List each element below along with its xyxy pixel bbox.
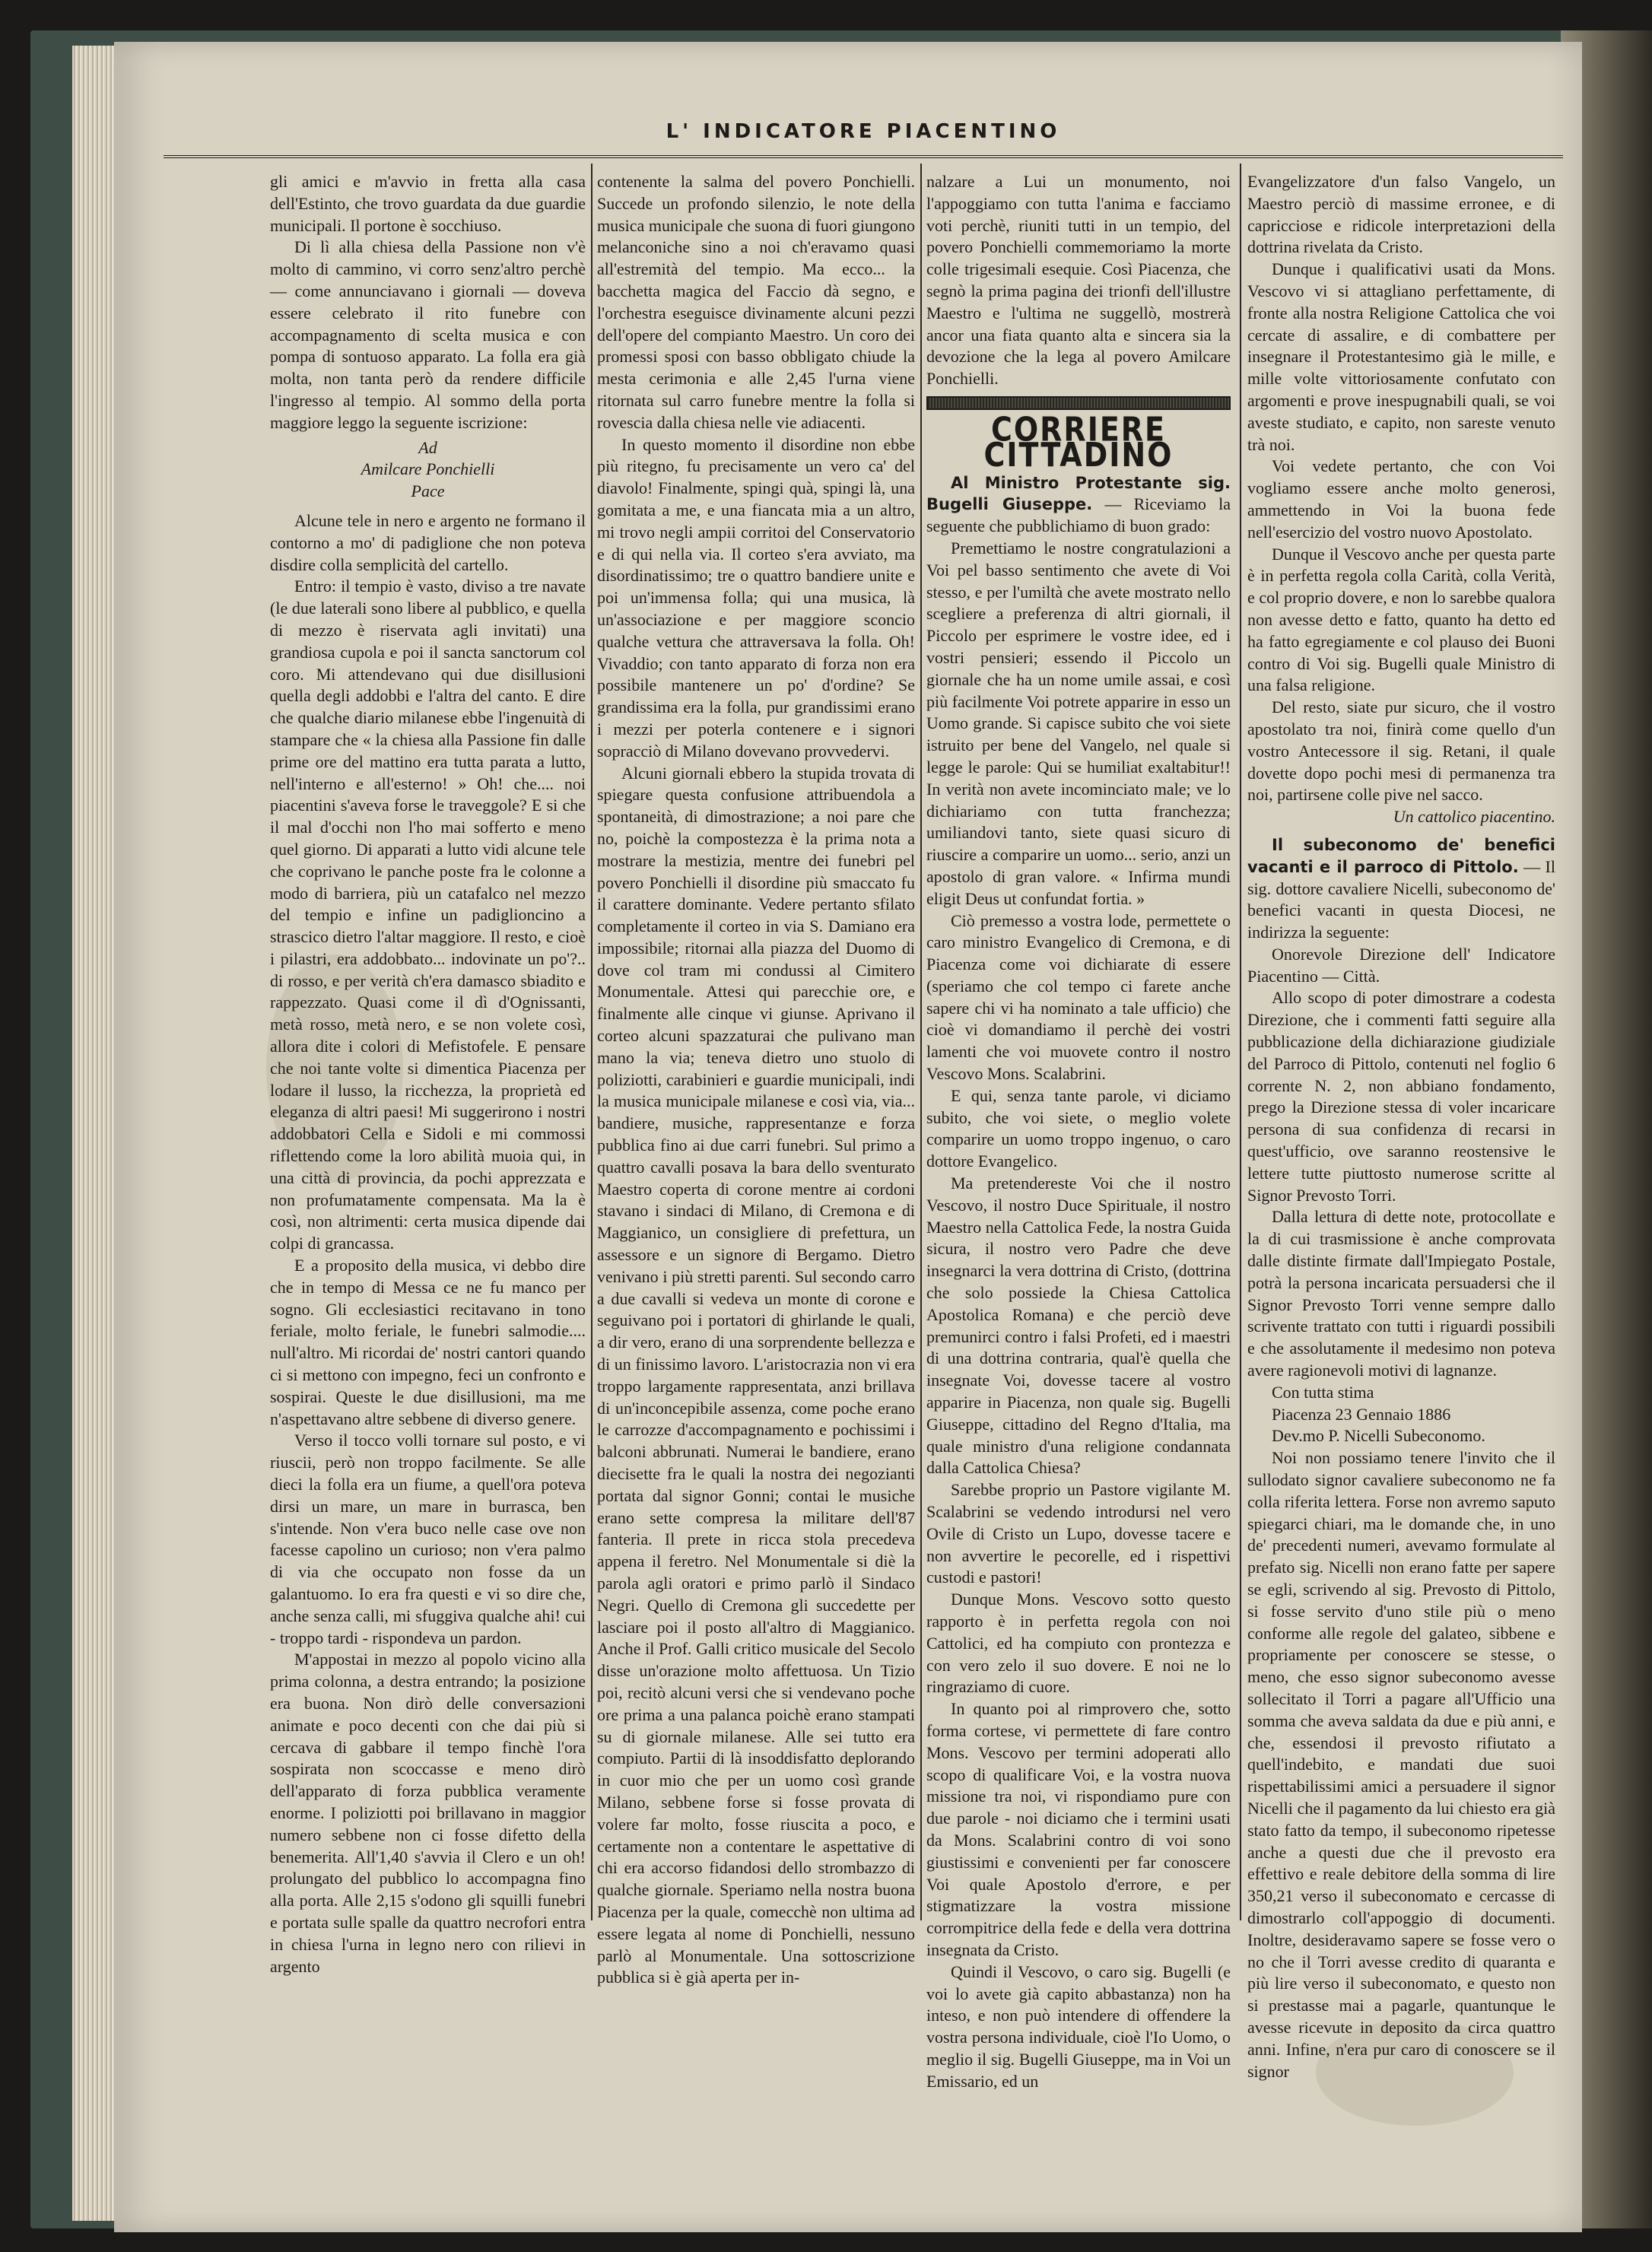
dateline: Piacenza 23 Gennaio 1886 bbox=[1272, 1404, 1451, 1424]
page-header bbox=[164, 90, 1563, 160]
paragraph: Di lì alla chiesa della Passione non v'è molto di cammino, vi corro senz'altro perchè — come annunciavano i giornali — doveva essere celebrato il rito funebre con accompagnamento di scelta musica e con pompa di sontuoso apparato. La folla era già molta, non tanta però da rendere difficile l'ingresso al tempio. Al sommo della porta maggiore leggo la seguente iscrizione: bbox=[270, 237, 586, 432]
paragraph: Dunque il Vescovo anche per questa parte è in perfetta regola colla Carità, colla Verità, e col proprio dovere, e non lo sarebbe qualora non avesse detto e fatto, quanto ha detto ed ha fatto egregiamente e col plauso dei Buoni contro di Voi sig. Bugelli quale Ministro di una falsa religione. bbox=[1247, 544, 1555, 695]
paragraph: Ciò premesso a vostra lode, permettete o caro ministro Evangelico di Cremona, e di Piacenza come voi dichiarate di essere (speriamo che col tempo ci farete anche sapere chi vi ha nominato a tale ufficio) che cioè vi domandiamo il perchè dei vostri lamenti che voi muovete contro il nostro Vescovo Mons. Scalabrini. bbox=[926, 910, 1231, 1084]
paragraph: Verso il tocco volli tornare sul posto, e vi riuscii, però non troppo facilmente. Se alle dieci la folla era un fiume, a quell'ora poteva dirsi un mare, un mare in burrasca, ben s'intende. Non v'era buco nelle case ove non facesse capolino un curioso; non v'era palmo di via che occupato non fosse da un galantuomo. Io era fra questi e vi so dire che, anche senza calli, mi sfuggiva qualche ahi! cui - troppo tardi - rispondeva un pardon. bbox=[270, 1431, 586, 1647]
header-rule bbox=[164, 155, 1563, 158]
paragraph: Ma pretendereste Voi che il nostro Vescovo, il nostro Duce Spirituale, il nostro Maestro nella Cattolica Fede, la nostra Guida sicura, il nostro vero Padre che deve insegnarci la vera dottrina di Cristo, (dottrina che solo possiede la Chiesa Cattolica Apostolica Romana) e che perciò deve premunirci contro i falsi Profeti, ed i maestri di una dottrina contraria, qual'è quella che insegnate Voi, dovesse tacere al vostro apparire in Piacenza, non quale sig. Bugelli Giuseppe, cittadino del Regno d'Italia, ma quale ministro d'una religione condannata dalla Cattolica Chiesa? bbox=[926, 1174, 1231, 1478]
paragraph: Entro: il tempio è vasto, diviso a tre navate (le due laterali sono libere al pubblico, e quella di mezzo è riservata agli invitati) una grandiosa cupola e poi il sancta sanctorum col coro. Mi attendevano qui due disillusioni quella degli addobbi e l'altra del canto. E dire che qualche diario milanese ebbe l'ingenuità di stampare che « la chiesa alla Passione fin dalle prime ore del mattino era tutta parata a lutto, nell'interno e all'esterno! » Oh! che.... noi piacentini s'aveva forse le traveggole? E si che il mal d'occhi non l'ho mai sofferto e meno quel giorno. Di apparati a lutto vidi alcune tele che coprivano le panche poste fra le colonne a modo di barriera, più un catafalco nel mezzo del tempio e infine un padiglioncino a strascico dietro l'altar maggiore. Il resto, e cioè i pilastri, era addobbato... indovinate un po'?.. di rosso, e per verità ch'era damasco sbiadito e rappezzato. Quasi come il dì d'Ognissanti, metà rosso, metà nero, e se non volete così, allora dite i colori di Mefistofele. E pensare che noi tante volte si dimentica Piacenza per lodare il lusso, la ricchezza, la proprietà ed eleganza di altri paesi! Mi suggerirono i nostri addobbatori Cella e Sidoli e mi commossi riflettendo come la loro abilità muoia qui, in una città di provincia, da pochi apprezzata e non profumatamente compensata. Ma la è così, non altrimenti: certa musica dipende dai colpi di grancassa. bbox=[270, 576, 586, 1253]
paragraph: In quanto poi al rimprovero che, sotto forma cortese, vi permettete di fare contro Mons. Vescovo per termini adoperati allo scopo di qualificare Voi, e la vostra nuova missione tra noi, vi rispondiamo pure con due parole - noi diciamo che i termini usati da Mons. Scalabrini contro di voi sono giustissimi e convenienti per far conoscere Voi quale Apostolo d'errore, e per stigmatizzare la vostra missione corrompitrice della fede e della vera dottrina insegnata da Cristo. bbox=[926, 1699, 1231, 1959]
paragraph: Premettiamo le nostre congratulazioni a Voi pel basso sentimento che avete di Voi stesso, e per l'umiltà che avete mostrato nello scegliere a preferenza di altri giornali, il Piccolo per esprimere le vostre idee, ed i vostri pensieri; essendo il Piccolo un giornale che ha un nome umile assai, e così più facilmente Voi potrete apparire in esso un Uomo grande. Si capisce subito che voi siete istruito per bene del Vangelo, nel quale si legge le parole: Qui se humiliat exaltabitur!! In verità non avete incominciato male; ve lo dichiariamo con tutta franchezza; umiliandovi tanto, siete quasi sicuro di riuscire a comparire un uomo... serio, anzi un apostolo di gran valore. « Infirma mundi eligit Deus ut confundat fortia. » bbox=[926, 538, 1231, 908]
paragraph: Sarebbe proprio un Pastore vigilante M. Scalabrini se vedendo introdursi nel vero Ovile di Cristo un Lupo, dovesse tacere e non avvertire le pecorelle, ed i rispettivi custodi e pastori! bbox=[926, 1480, 1231, 1587]
section-divider bbox=[926, 396, 1231, 410]
closing: Con tutta stima bbox=[1272, 1382, 1374, 1402]
paragraph: In questo momento il disordine non ebbe più ritegno, fu precisamente un vero ca' del diavolo! Finalmente, spingi quà, spingi là, una gomitata a me, e una fiancata mia a un altro, mi trovo negli ampii corritoi del Conservatorio e di qui nella via. Il corteo s'era avviato, ma disordinatissimo; tre o quattro bandiere unite e poi un'immensa folla; qui una musica, là un'associazione e per maggiore sconcio qualche vettura che attraversava la folla. Oh! Vivaddio; con tanto apparato di forza non era possibile mantenere un po' d'ordine? Se grandissima era la folla, pur grandissimi erano i mezzi per poterla contenere e i signori sopracciò di Milano dovevano provvedervi. bbox=[597, 434, 915, 761]
paragraph: Dunque Mons. Vescovo sotto questo rapporto è in perfetta regola con noi Cattolici, ed ha compiuto con prontezza e con vero zelo il suo dovere. E noi ne lo ringraziamo di cuore. bbox=[926, 1590, 1231, 1697]
paragraph: E qui, senza tante parole, vi diciamo subito, che voi siete, o meglio volete comparire un uomo troppo ingenuo, o caro dottore Evangelico. bbox=[926, 1085, 1231, 1171]
section-title: CORRIERE CITTADINO bbox=[983, 410, 1174, 475]
paragraph: Quindi il Vescovo, o caro sig. Bugelli (e voi lo avete già capito abbastanza) non ha inteso, e non può intendere di offendere la vostra persona individuale, cioè l'Io Uomo, o meglio il sig. Bugelli Giuseppe, ma in Voi un Emissario, ed un bbox=[926, 1961, 1231, 2091]
paragraph: nalzare a Lui un monumento, noi l'appoggiamo con tutta l'anima e facciamo voti perchè, riuniti tutti in un tempio, del povero Ponchielli commemoriamo la morte colle trigesimali esequie. Così Piacenza, che segnò la prima pagina dei trionfi dell'illustre Maestro e l'ultima ne suggellò, mostrerà ancor una fiata quanto alta e sincera sia la devozione che la lega al povero Amilcare Ponchielli. bbox=[926, 172, 1231, 389]
paragraph: Allo scopo di poter dimostrare a codesta Direzione, che i commenti fatti seguire alla pubblicazione della dichiarazione giudiziale del Parroco di Pittolo, contenuti nel foglio 6 corrente N. 2, non abbiano fondamento, prego la Direzione stessa di voler incaricare persona di sua confidenza di recarsi in quest'ufficio, ove saranno reostensive le lettere tutte piuttosto numerose scritte al Signor Prevosto Torri. bbox=[1247, 988, 1555, 1205]
paragraph: Alcuni giornali ebbero la stupida trovata di spiegare questa confusione attribuendola a spontaneità, di dimostrazione; a noi pare che no, poichè la compostezza è la prima nota a mostrare la mestizia, mentre dei funebri pel povero Ponchielli il disordine più smaccato fu il carattere dominante. Vedere pertanto sfilato completamente il corteo in via S. Damiano era impossibile; ritornai alla piazza del Duomo di dove col tram mi condussi al Cimitero Monumentale. Attesi qui parecchie ore, e finalmente alle cinque vi giunse. Aprivano il corteo alcuni spazzaturai che pulivano man mano la via; teneva dietro uno stuolo di poliziotti, carabinieri e guardie municipali, indi la musica municipale milanese e così via, via... bandiere, musiche, rappresentanze e forza pubblica fino ai due carri funebri. Sul primo a quattro cavalli posava la bara dello sventurato Maestro coperta di corone mentre ai cordoni stavano i sindaci di Milano, di Cremona e di Maggianico, un consigliere di prefettura, un assessore e un signore di Bergamo. Dietro venivano i più stretti parenti. Sul secondo carro a due cavalli si vedeva un monte di corone e seguivano poi i portatori di ghirlande le quali, a dir vero, erano di una sorprendente bellezza e di un finissimo lavoro. L'aristocrazia non vi era troppo largamente rappresentata, anzi brillava di un'inconcepibile assenza, come poche erano le carrozze d'accompagnamento e pochissimi i balconi abbrunati. Numerai le bandiere, erano diecisette fra le quali la nostra dei negozianti portata dal signor Gonni; contai le musiche erano sette compresa la militare dell'87 fanteria. Il prete in ricca stola precedeva appena il feretro. Nel Monumentale si diè la parola agli oratori e primo parlò il Sindaco Negri. Quello di Cremona gli succedette per lasciare poi il posto all'altro di Maggianico. Anche il Prof. Galli critico musicale del Secolo disse un'orazione molto affettuosa. Un Tizio poi, recitò alcuni versi che si vendevano poche ore prima a una palanca poichè erano stampati su di giornale milanese. Alle sei tutto era compiuto. Partii di là insoddisfatto deplorando in cuor mio che per un uomo così grande Milano, sebbene forse si fosse provata di volere far molto, fosse riuscita a poco, e certamente non a contentare le aspettative di chi era accorso fidandosi dello strombazzo di qualche giornale. Speriamo nella nostra buona Piacenza per la quale, comecchè non ultima ad essere legata al nome di Ponchielli, nessuno parlò al Monumentale. Una sottoscrizione pubblica si è già aperta per in- bbox=[597, 763, 915, 1987]
column-rule bbox=[591, 164, 592, 1920]
paragraph: contenente la salma del povero Ponchielli. Succede un profondo silenzio, le note della musica municipale che suona di fuori giungono melanconiche sino a noi ch'eravamo quasi all'estremità del tempio. Ma ecco... la bacchetta magica del Faccio dà segno, e l'orchestra eseguisce divinamente alcuni pezzi dell'opere del compianto Maestro. Un coro dei promessi sposi con basso obbligato chiude la mesta cerimonia e alle 2,45 l'urna viene ritornata sul carro funebre mentre la folla si rovescia dalla chiesa nelle vie adiacenti. bbox=[597, 172, 915, 432]
inscription-line: Ad bbox=[418, 437, 437, 457]
paragraph: Alcune tele in nero e argento ne formano il contorno a mo' di padiglione che non poteva disdire colla semplicità del cartello. bbox=[270, 510, 586, 574]
paragraph: Voi vedete pertanto, che con Voi vogliamo essere anche molto generosi, ammettendo in Voi la buona fede nell'esercizio del vostro nuovo Apostolato. bbox=[1247, 456, 1555, 542]
article-headline: Al Ministro Protestante sig. Bugelli Giuseppe. bbox=[926, 473, 1231, 514]
paragraph: Dunque i qualificativi usati da Mons. Vescovo vi si attagliano perfettamente, di fronte alla nostra Religione Cattolica che voi cercate di assalire, e di combattere per insegnare il Protestantesimo già le mille, e mille volte vittoriosamente confutato con argomenti e prove inespugnabili quali, se voi aveste studiato, e capito, non sareste venuto trà noi. bbox=[1247, 259, 1555, 454]
paragraph: Del resto, siate pur sicuro, che il vostro apostolato tra noi, finirà come quello d'un vostro Antecessore il sig. Retani, il quale dovette dopo pochi mesi di permanenza tra noi, partirsene colle pive nel sacco. bbox=[1247, 697, 1555, 805]
signature: Dev.mo P. Nicelli Subeconomo. bbox=[1272, 1426, 1485, 1446]
paragraph: Evangelizzatore d'un falso Vangelo, un Maestro perciò di massime erronee, e di capricciose e ridicole interpretazioni della dottrina rivelata da Cristo. bbox=[1247, 172, 1555, 257]
column-4 bbox=[1247, 171, 1555, 2081]
column-1 bbox=[270, 171, 586, 2088]
page-edges bbox=[72, 46, 118, 2221]
paragraph: E a proposito della musica, vi debbo dire che in tempo di Messa ce ne fu manco per sogno. Gli ecclesiastici recitavano in tono feriale, molto feriale, le funebri salmodie.... null'altro. Mi ricordai de' nostri cantori quando ci si mettono con impegno, feci un confronto e sospirai. Queste le due disillusioni, ma me n'aspettavano altre sebbene di diverso genere. bbox=[270, 1256, 586, 1428]
inscription-line: Pace bbox=[411, 481, 445, 501]
article-intro: — Riceviamo la seguente che pubblichiamo di buon grado: bbox=[926, 494, 1231, 536]
paragraph: gli amici e m'avvio in fretta alla casa dell'Estinto, che trovo guardata da due guardie municipali. Il portone è socchiuso. bbox=[270, 172, 586, 235]
article-headline: Il subeconomo de' benefici vacanti e il parroco di Pittolo. bbox=[1247, 835, 1555, 876]
column-2 bbox=[597, 171, 915, 1987]
paragraph: Noi non possiamo tenere l'invito che il sullodato signor cavaliere subeconomo ne fa colla riferita lettera. Forse non avremo saputo spiegarci chiari, ma le domande che, in uno de' precedenti numeri, avevamo formulate al prefato sig. Nicelli non erano fatte per sapere se egli, scrivendo al sig. Prevosto di Pittolo, si fosse servito d'uno stile più o meno conforme alle regole del galateo, sibbene e propriamente per conoscere se stesse, o meno, che esso signor subeconomo avesse sollecitato il Torri a pagare all'Ufficio una somma che aveva saldata da due e più anni, e che, essendosi il prevosto rifiutato a quell'indebito, e mandati due suoi rispettabilissimi amici a persuadere il signor Nicelli che il pagamento da lui chiesto era già stato fatto da tempo, il subeconomo ripetesse anche a questi due che il prevosto era effettivo e reale debitore della somma di lire 350,21 verso il subeconomato e cercasse di dimostrarlo coll'appoggio di documenti. Inoltre, desideravamo sapere se fosse vero o no che il Torri avesse credito di quaranta e più lire verso il subeconomato, e questo non si prestasse mai a pagarle, quantunque le avesse ricevute in deposito da circa quattro anni. Infine, n'era pur caro di conoscere se il signor bbox=[1247, 1448, 1555, 2081]
inscription-line: Amilcare Ponchielli bbox=[361, 459, 495, 479]
masthead-title: L' INDICATORE PIACENTINO bbox=[666, 120, 1061, 143]
article-intro: — Il sig. dottore cavaliere Nicelli, subeconomo de' benefici vacanti in questa Diocesi, ne indirizza la seguente: bbox=[1247, 856, 1555, 942]
inscription bbox=[270, 437, 586, 503]
paragraph: Dalla lettura di dette note, protocollate e la di cui trasmissione è anche comprovata dalle distinte firmate dall'Impiegato Postale, potrà la persona incaricata persuadersi che il Signor Prevosto Torri venne sempre dallo scrivente trattato con tutti i riguardi possibili e che assolutamente il medesimo non poteva avere ragionevoli motivi di lagnanze. bbox=[1247, 1207, 1555, 1380]
paragraph: M'appostai in mezzo al popolo vicino alla prima colonna, a destra entrando; la posizione era buona. Non dirò delle conversazioni animate e poco decenti con che dai più si cercava di gabbare il tempo finchè l'ora sospirata non scoccasse e meno dirò dell'apparato di forza pubblica veramente enorme. I poliziotti poi brillavano in maggior numero sebbene non ci fosse difetto della benemerita. All'1,40 s'avvia il Clero e un oh! prolungato del pubblico lo accompagna fino alla porta. Alle 2,15 s'odono gli squilli funebri e portata sulle spalle da quattro necrofori entra in chiesa l'urna in legno nero con rilievi in argento bbox=[270, 1650, 586, 1976]
column-rule bbox=[1240, 164, 1241, 1920]
signature: Un cattolico piacentino. bbox=[1393, 807, 1555, 827]
paragraph: Onorevole Direzione dell' Indicatore Piacentino — Città. bbox=[1247, 944, 1555, 986]
column-3 bbox=[926, 171, 1231, 2091]
column-rule bbox=[920, 164, 922, 1920]
